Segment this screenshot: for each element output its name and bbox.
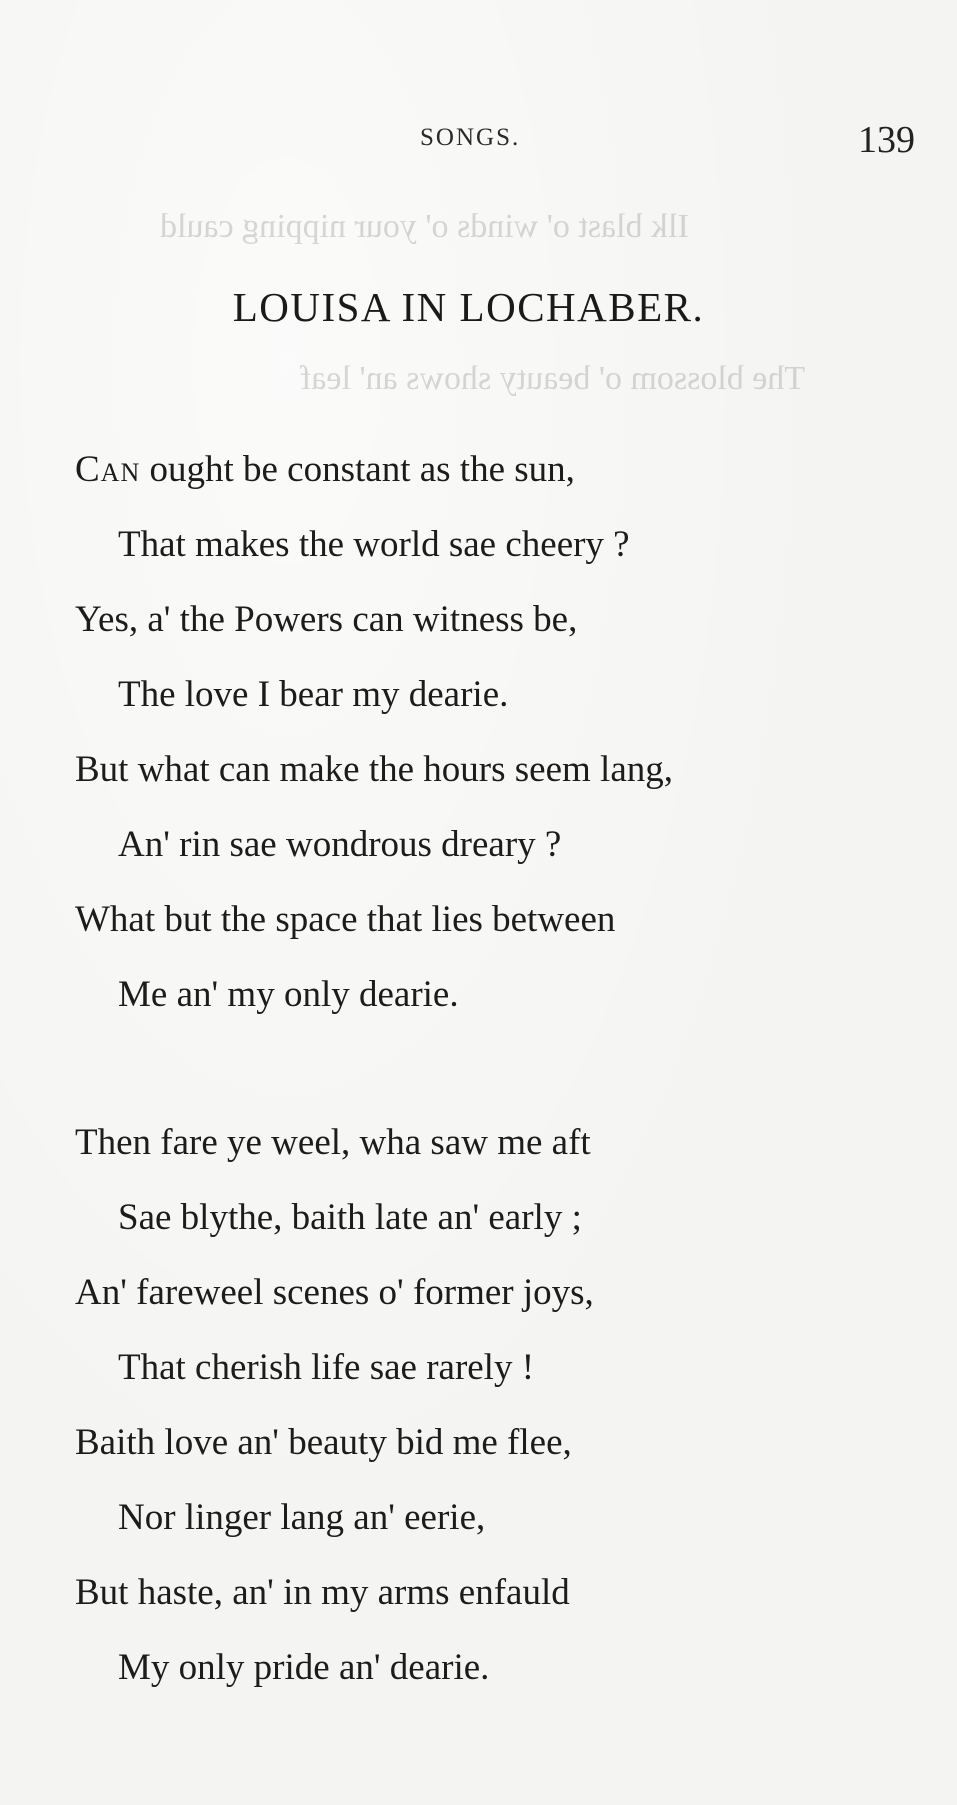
bleed-through-text: The blossom o' beauty shows an' leaf (300, 360, 806, 397)
poem-line: Me an' my only dearie. (118, 974, 459, 1015)
stanza-2 (75, 1105, 935, 1705)
poem-line: My only pride an' dearie. (118, 1647, 490, 1688)
page-number: 139 (858, 119, 915, 161)
poem-line (75, 432, 935, 507)
poem-line: The love I bear my dearie. (118, 674, 509, 715)
poem-line: That makes the world sae cheery ? (118, 524, 630, 565)
poem-line: But haste, an' in my arms enfauld (75, 1572, 570, 1613)
bleed-through-text: Ilk blast o' winds o' your nipping cauld (160, 208, 689, 245)
first-word: Can (75, 449, 141, 490)
running-title: SONGS. (420, 124, 521, 151)
poem-line: Sae blythe, baith late an' early ; (118, 1197, 582, 1238)
poem-line: An' rin sae wondrous dreary ? (118, 824, 562, 865)
poem-line: An' fareweel scenes o' former joys, (75, 1272, 594, 1313)
poem-line: Baith love an' beauty bid me flee, (75, 1422, 572, 1463)
poem-line: But what can make the hours seem lang, (75, 749, 673, 790)
stanza-1 (75, 432, 935, 1032)
first-line-rest: ought be constant as the sun, (140, 449, 575, 490)
poem-line: Nor linger lang an' eerie, (118, 1497, 486, 1538)
poem-title: LOUISA IN LOCHABER. (232, 284, 705, 330)
running-head (0, 118, 957, 161)
poem-line: Then fare ye weel, wha saw me aft (75, 1122, 591, 1163)
poem-line: Yes, a' the Powers can witness be, (75, 599, 578, 640)
poem-line: What but the space that lies between (75, 899, 616, 940)
poem-line: That cherish life sae rarely ! (118, 1347, 535, 1388)
